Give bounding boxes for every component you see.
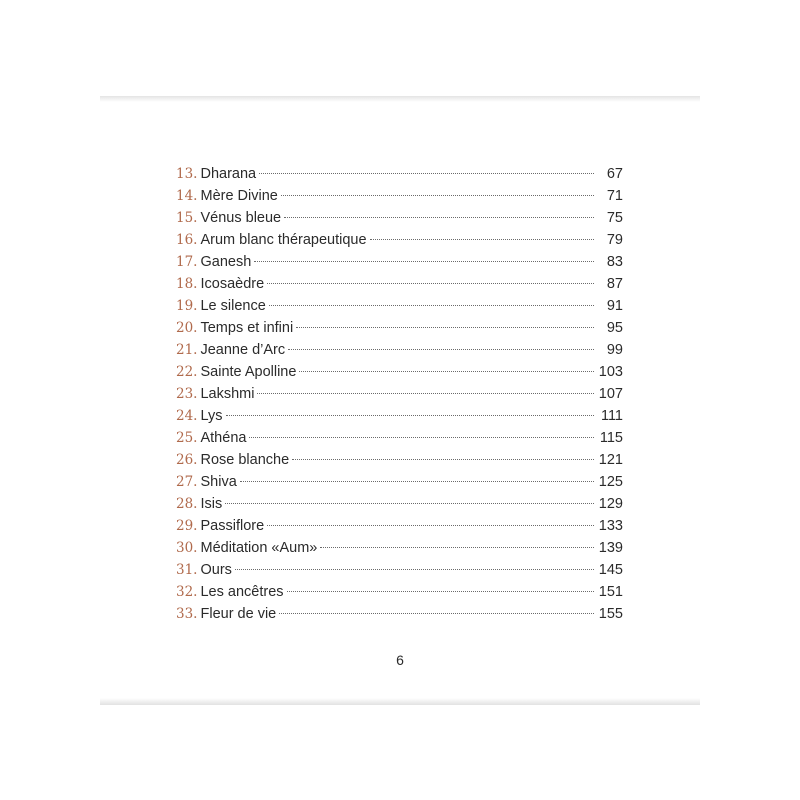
table-of-contents: [176, 163, 623, 625]
toc-entry-page: 125: [598, 474, 623, 490]
toc-entry-number: 16.: [176, 232, 198, 248]
toc-entry-title: Ganesh: [200, 254, 252, 270]
toc-entry-page: 111: [600, 408, 623, 424]
toc-entry-number: 29.: [176, 518, 198, 534]
toc-entry: [176, 383, 623, 405]
toc-entry-page: 115: [599, 430, 623, 446]
toc-entry: [176, 251, 623, 273]
toc-entry-title: Jeanne d’Arc: [200, 342, 286, 358]
toc-entry-title: Mère Divine: [200, 188, 278, 204]
toc-entry-number: 18.: [176, 276, 198, 292]
page-number: 6: [396, 652, 404, 668]
toc-entry: [176, 493, 623, 515]
toc-entry-title: Sainte Apolline: [200, 364, 297, 380]
toc-entry: [176, 515, 623, 537]
toc-entry-title: Ours: [200, 562, 232, 578]
toc-entry-number: 25.: [176, 430, 198, 446]
toc-entry: [176, 581, 623, 603]
dot-leader: [281, 195, 594, 196]
dot-leader: [284, 217, 594, 218]
page-bottom-edge: [100, 698, 700, 705]
toc-entry: [176, 185, 623, 207]
page-top-edge: [100, 96, 700, 102]
toc-entry-title: Lakshmi: [200, 386, 255, 402]
dot-leader: [279, 613, 594, 614]
toc-entry-page: 139: [598, 540, 623, 556]
toc-entry-title: Icosaèdre: [200, 276, 265, 292]
toc-entry-page: 129: [598, 496, 623, 512]
toc-entry-page: 79: [606, 232, 623, 248]
toc-entry-number: 15.: [176, 210, 198, 226]
toc-entry: [176, 537, 623, 559]
dot-leader: [257, 393, 594, 394]
toc-entry-number: 23.: [176, 386, 198, 402]
dot-leader: [288, 349, 594, 350]
toc-entry-title: Vénus bleue: [200, 210, 282, 226]
toc-entry: [176, 163, 623, 185]
dot-leader: [287, 591, 594, 592]
toc-entry: [176, 207, 623, 229]
toc-entry-title: Athéna: [200, 430, 247, 446]
toc-entry-page: 99: [606, 342, 623, 358]
toc-entry-title: Shiva: [200, 474, 237, 490]
dot-leader: [225, 503, 594, 504]
toc-entry-page: 107: [598, 386, 623, 402]
toc-entry: [176, 471, 623, 493]
dot-leader: [235, 569, 594, 570]
dot-leader: [370, 239, 594, 240]
toc-entry: [176, 295, 623, 317]
dot-leader: [269, 305, 594, 306]
toc-entry: [176, 317, 623, 339]
toc-entry-page: 75: [606, 210, 623, 226]
toc-entry-number: 19.: [176, 298, 198, 314]
toc-entry-number: 33.: [176, 606, 198, 622]
toc-entry-number: 21.: [176, 342, 198, 358]
toc-entry-title: Lys: [200, 408, 223, 424]
toc-entry-page: 121: [598, 452, 623, 468]
toc-entry-number: 32.: [176, 584, 198, 600]
toc-entry: [176, 603, 623, 625]
toc-entry-title: Passiflore: [200, 518, 265, 534]
toc-entry-page: 67: [606, 166, 623, 182]
toc-entry-page: 87: [606, 276, 623, 292]
toc-entry: [176, 361, 623, 383]
dot-leader: [296, 327, 594, 328]
toc-entry-number: 13.: [176, 166, 198, 182]
toc-entry-page: 145: [598, 562, 623, 578]
toc-entry-number: 30.: [176, 540, 198, 556]
dot-leader: [299, 371, 594, 372]
toc-entry-number: 14.: [176, 188, 198, 204]
toc-entry-page: 155: [598, 606, 623, 622]
toc-entry: [176, 559, 623, 581]
toc-entry-page: 71: [606, 188, 623, 204]
toc-entry-page: 91: [606, 298, 623, 314]
toc-entry-title: Le silence: [200, 298, 266, 314]
dot-leader: [320, 547, 594, 548]
dot-leader: [240, 481, 594, 482]
toc-entry-number: 24.: [176, 408, 198, 424]
toc-entry: [176, 427, 623, 449]
toc-entry: [176, 449, 623, 471]
toc-entry-page: 151: [598, 584, 623, 600]
toc-entry: [176, 229, 623, 251]
toc-entry-title: Temps et infini: [200, 320, 294, 336]
dot-leader: [267, 525, 594, 526]
dot-leader: [267, 283, 594, 284]
toc-entry-number: 31.: [176, 562, 198, 578]
toc-entry-title: Fleur de vie: [200, 606, 277, 622]
dot-leader: [249, 437, 594, 438]
dot-leader: [259, 173, 594, 174]
toc-entry-title: Les ancêtres: [200, 584, 284, 600]
dot-leader: [254, 261, 594, 262]
toc-entry-number: 28.: [176, 496, 198, 512]
toc-entry-title: Méditation «Aum»: [200, 540, 318, 556]
dot-leader: [292, 459, 594, 460]
toc-entry-number: 26.: [176, 452, 198, 468]
dot-leader: [226, 415, 594, 416]
toc-entry: [176, 339, 623, 361]
toc-entry-page: 103: [598, 364, 623, 380]
toc-entry-page: 83: [606, 254, 623, 270]
toc-entry-number: 17.: [176, 254, 198, 270]
toc-entry: [176, 273, 623, 295]
toc-entry-number: 20.: [176, 320, 198, 336]
toc-entry: [176, 405, 623, 427]
toc-entry-title: Dharana: [200, 166, 257, 182]
toc-entry-number: 27.: [176, 474, 198, 490]
toc-entry-page: 95: [606, 320, 623, 336]
toc-entry-title: Isis: [200, 496, 223, 512]
toc-entry-title: Rose blanche: [200, 452, 290, 468]
toc-entry-number: 22.: [176, 364, 198, 380]
toc-entry-title: Arum blanc thérapeutique: [200, 232, 367, 248]
toc-entry-page: 133: [598, 518, 623, 534]
